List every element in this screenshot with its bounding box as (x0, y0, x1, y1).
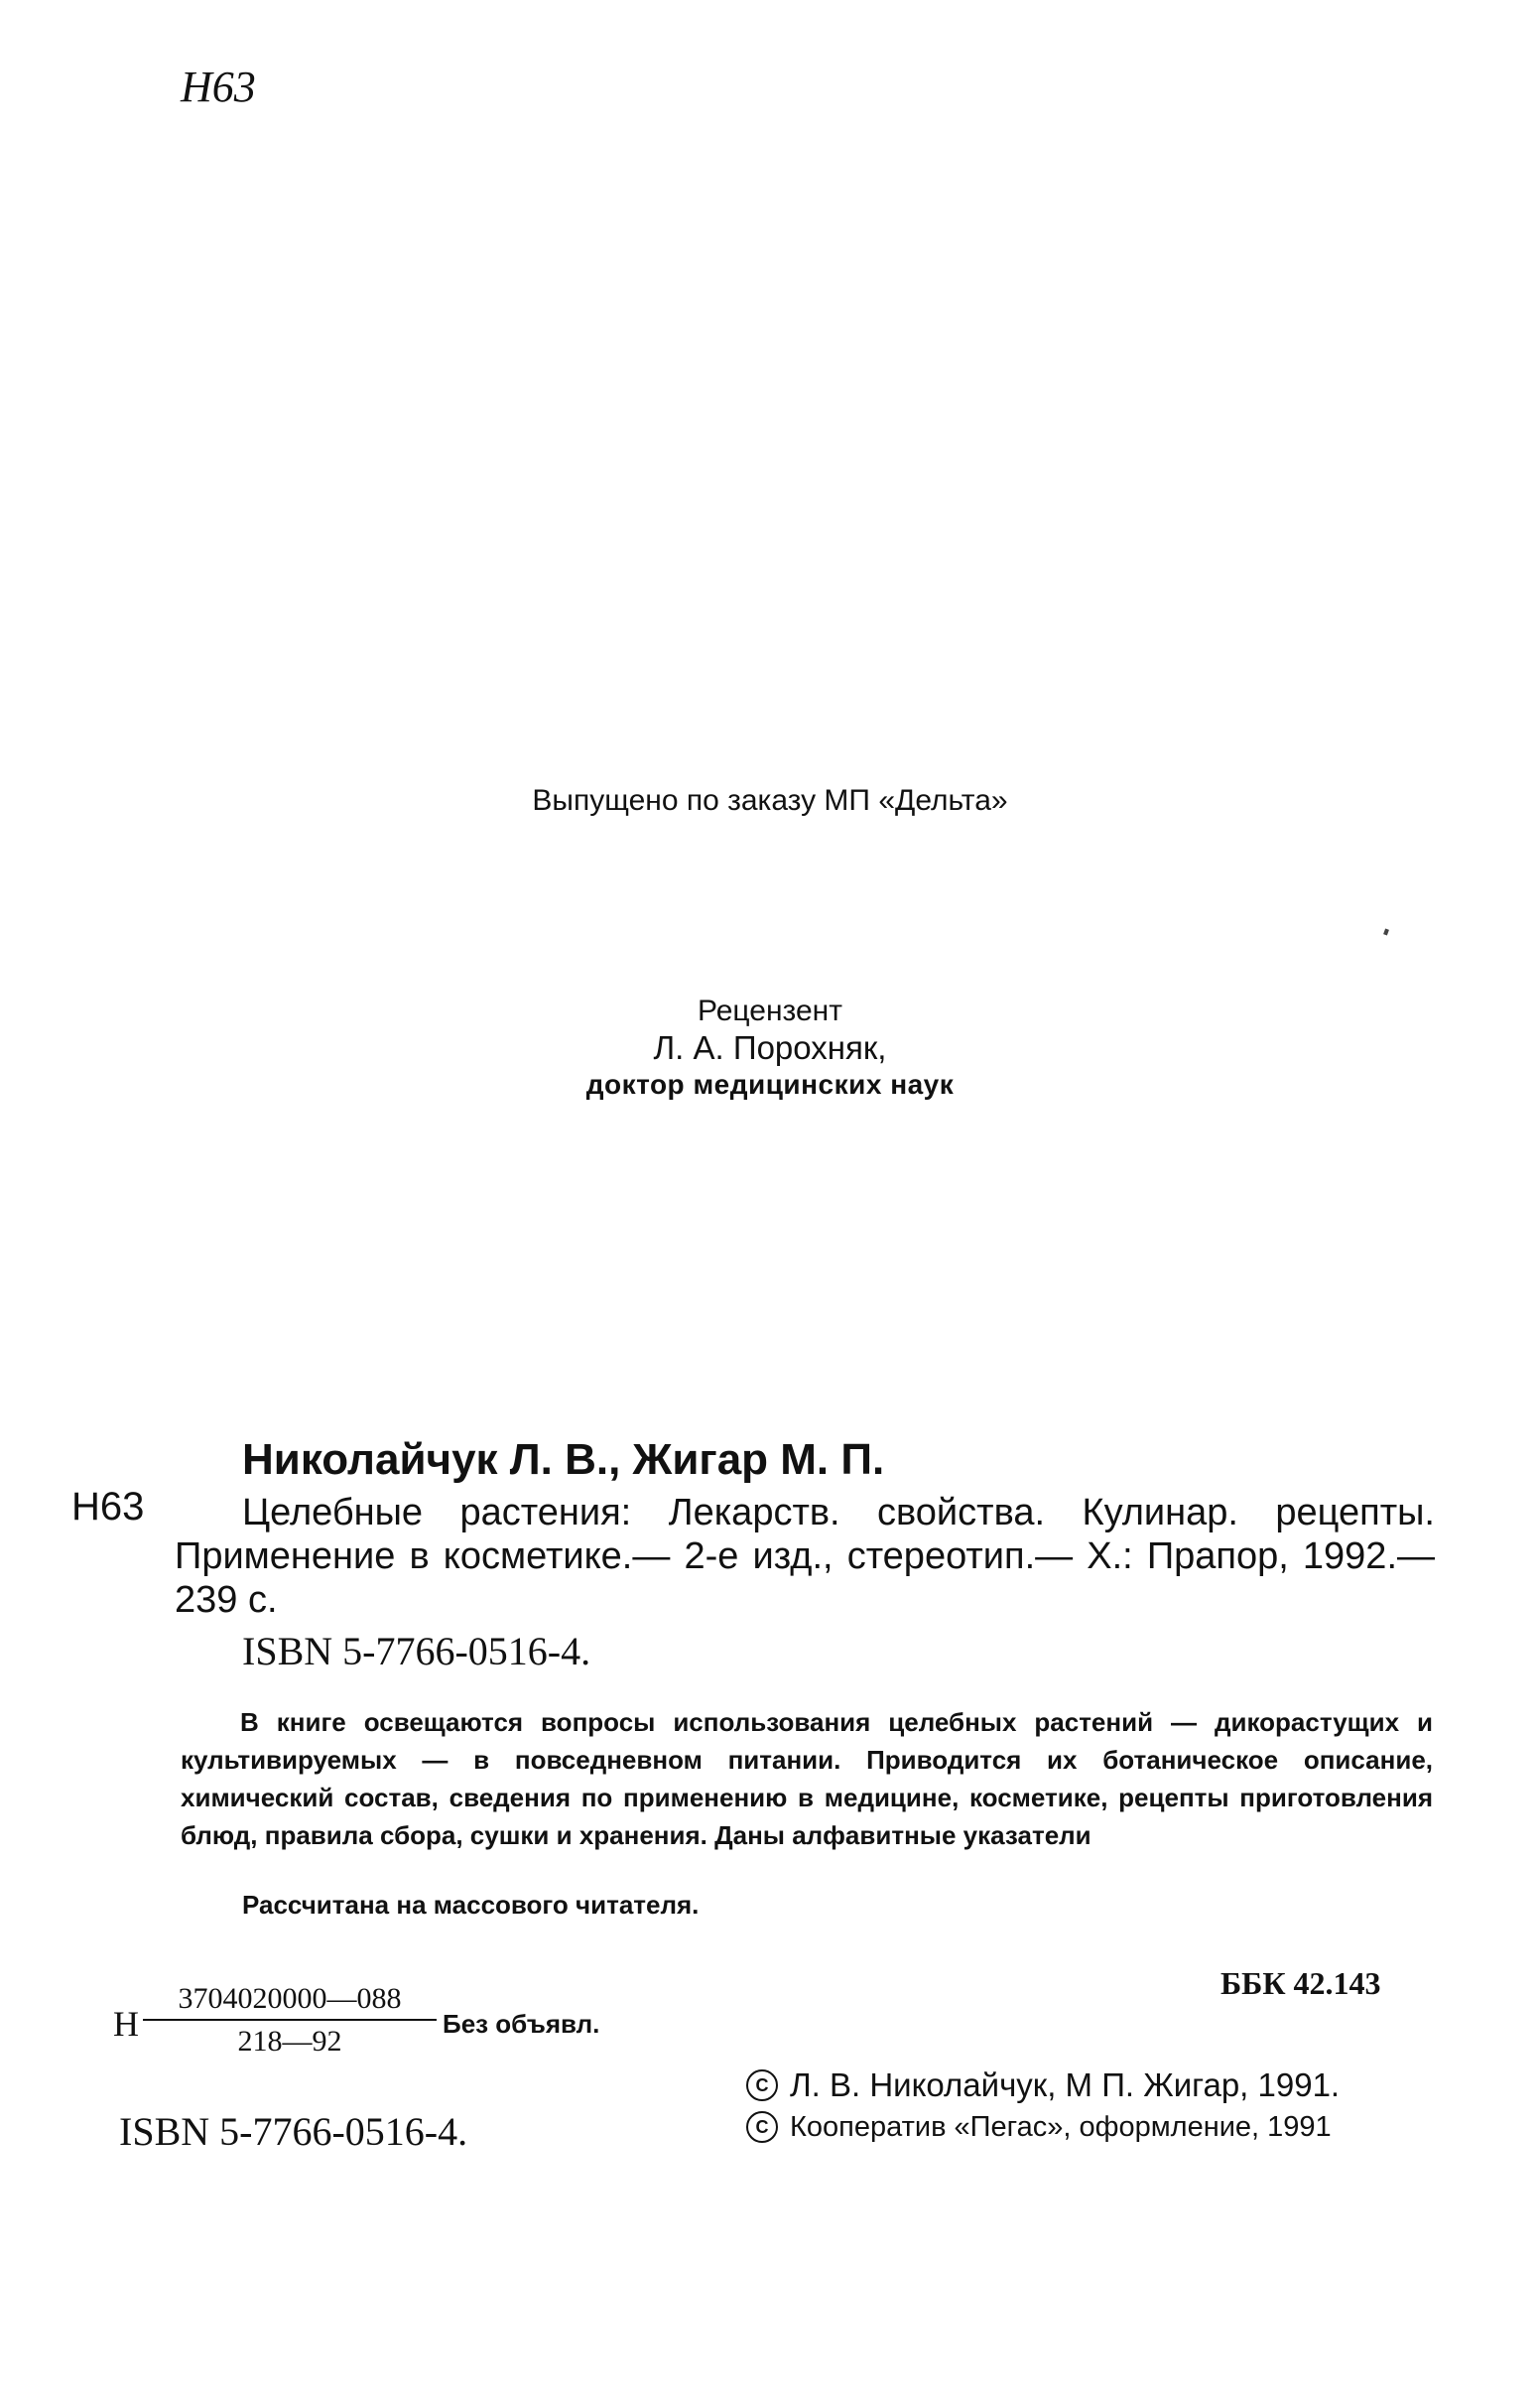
reviewer-degree: доктор медицинских наук (585, 1069, 955, 1100)
print-speck (1383, 928, 1389, 935)
copyright-block (746, 2064, 1340, 2148)
imprint-index-letter: Н (113, 2004, 139, 2044)
reviewer-name: Л. А. Порохняк, (653, 1029, 887, 1066)
catalog-card-isbn: ISBN 5-7766-0516-4. (242, 1629, 591, 1673)
commission-note: Выпущено по заказу МП «Дельта» (532, 784, 1008, 817)
copyright-design-text: Кооператив «Пегас», оформление, 1991 (790, 2110, 1332, 2143)
book-annotation: В книге освещаются вопросы использования целебных растений — дикорастущих и культивируемых — в повседневном питании. Приводится их ботаническое описание, химический состав, сведения по применению в медицине, косметике, рецепты приготовления блюд, правила сбора, сушки и хранения. Даны алфавитные указатели (181, 1707, 1433, 1850)
reviewer-block (0, 993, 1540, 1103)
copyright-line-authors (746, 2064, 1340, 2106)
reviewer-heading: Рецензент (698, 995, 842, 1027)
imprint-isbn: ISBN 5-7766-0516-4. (119, 2109, 468, 2154)
imprint-index-numerator: 3704020000—088 (178, 1982, 402, 2015)
copyright-line-design (746, 2106, 1340, 2148)
imprint-index-denominator: 218—92 (237, 2025, 342, 2058)
corner-classification-code: Н63 (181, 63, 256, 111)
catalog-card-code: Н63 (71, 1485, 145, 1529)
catalog-card-authors: Николайчук Л. В., Жигар М. П. (242, 1435, 885, 1484)
bbk-code: ББК 42.143 (1220, 1965, 1381, 2001)
copyright-icon: C (746, 2069, 778, 2101)
fraction-bar (143, 2019, 437, 2021)
catalog-card-description: Целебные растения: Лекарств. свойства. Кулинар. рецепты. Применение в косметике.— 2-е изд., стереотип.— Х.: Прапор, 1992.— 239 с. (175, 1492, 1435, 1621)
target-audience: Рассчитана на массового читателя. (242, 1890, 700, 1920)
copyright-authors-text: Л. В. Николайчук, М П. Жигар, 1991. (790, 2066, 1341, 2103)
imprint-index-fraction (143, 1981, 437, 2059)
no-announcement-note: Без объявл. (443, 2009, 600, 2039)
copyright-icon: C (746, 2111, 778, 2143)
